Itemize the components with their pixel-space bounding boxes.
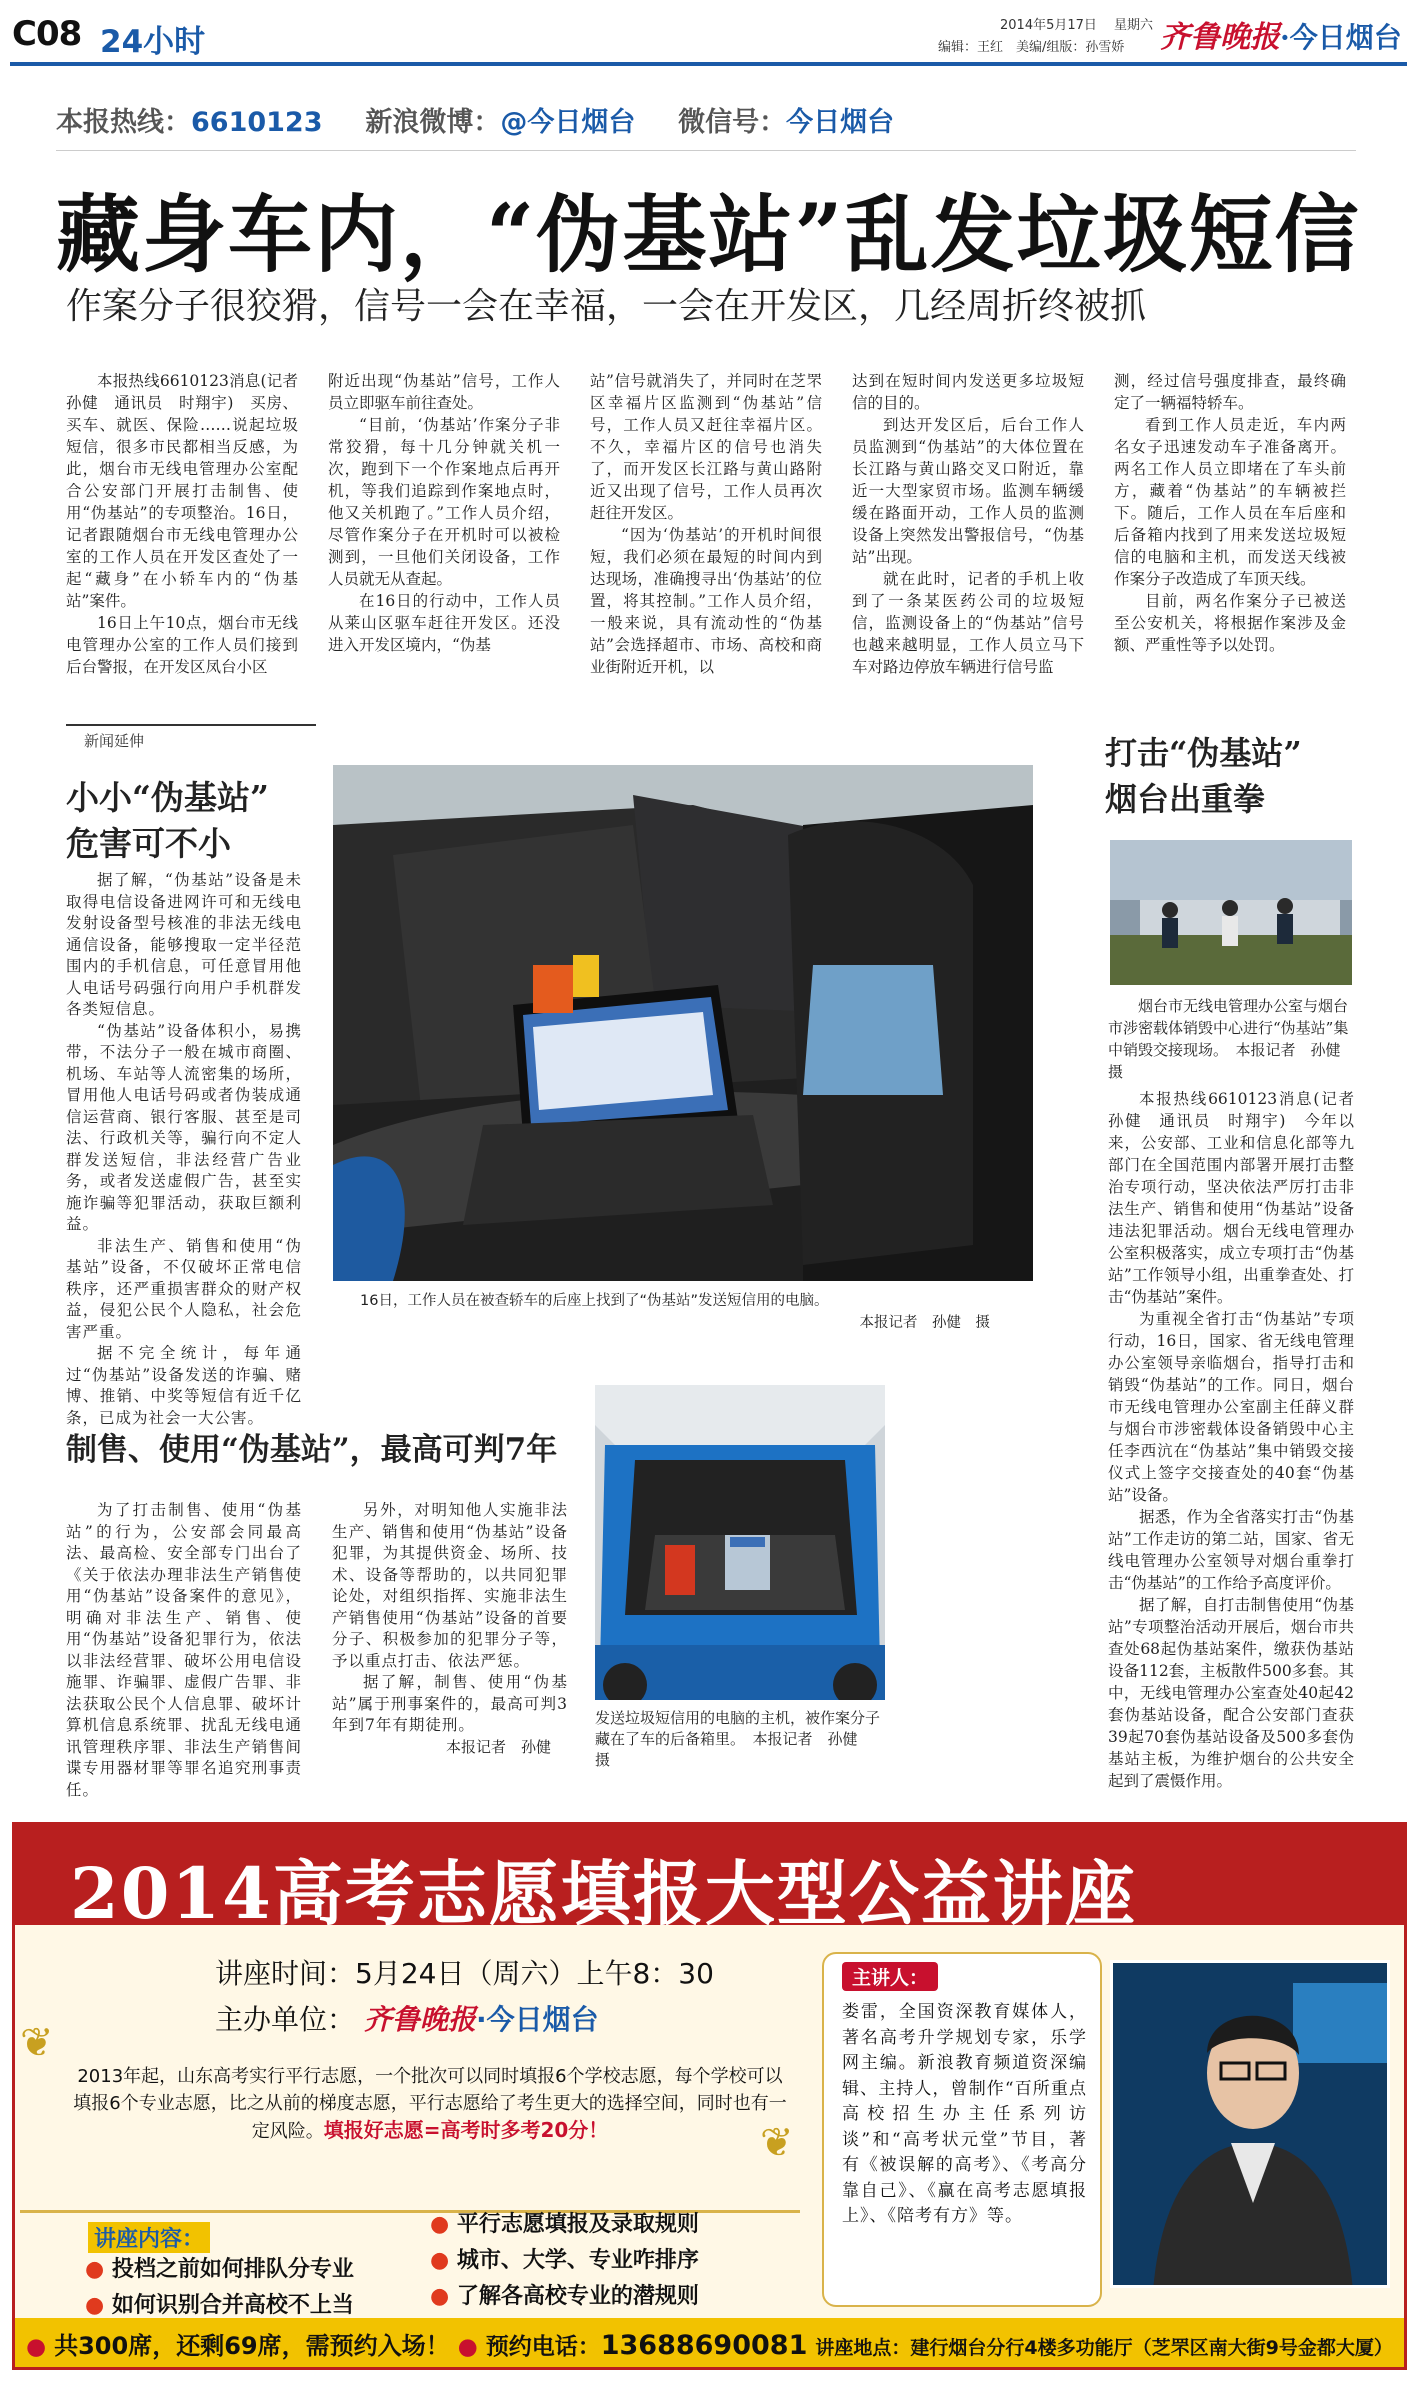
- trunk-photo-illustration: [595, 1385, 885, 1700]
- brand-name: 齐鲁晚报: [1160, 20, 1280, 55]
- masthead-brand: [1160, 12, 1402, 56]
- paragraph: 为了打击制售、使用“伪基站”的行为，公安部会同最高法、最高检、安全部专门出台了《关于依法办理非法生产销售使用“伪基站”设备案件的意见》，明确对非法生产、销售、使用“伪基站”设备犯罪行为，依法以非法经营罪、破坏公用电信设施罪、诈骗罪、虚假广告罪、非法获取公民个人信息罪、破坏计算机信息系统罪、扰乱无线电通讯管理秩序罪、非法生产销售间谍专用器材罪等罪名追究刑事责任。: [66, 1501, 302, 1799]
- paragraph: 据了解，自打击制售使用“伪基站”专项整治活动开展后，烟台市共查处68起伪基站案件，缴获伪基站设备112套，主板散件500多套。其中，无线电管理办公室查处40起42套伪基站设备，配合公安部门查获39起70套伪基站设备及500多套伪基站主板，为维护烟台的公共安全起到了震慑作用。: [1108, 1596, 1354, 1790]
- paragraph: 目前，两名作案分子已被送至公安机关，将根据作案涉及金额、严重性等予以处罚。: [1114, 592, 1346, 654]
- paragraph: 测，经过信号强度排查，最终确定了一辆福特轿车。: [1114, 372, 1346, 412]
- ad-topics-right: [430, 2207, 699, 2315]
- topic-item: ● 平行志愿填报及录取规则: [430, 2212, 699, 2237]
- photo2-caption: 发送垃圾短信用的电脑的主机，被作案分子藏在了车的后备箱里。 本报记者 孙健 摄: [595, 1709, 881, 1769]
- side2-credit: 本报记者 孙健: [446, 1738, 552, 1756]
- paragraph: 站”信号就消失了，并同时在芝罘区幸福片区监测到“伪基站”信号，工作人员又赶往幸福片区。不久，幸福片区的信号也消失了，而开发区长江路与黄山路附近又出现了信号，工作人员再次赶往开发区。: [590, 372, 822, 522]
- footer-phone-label: 预约电话：: [485, 2334, 601, 2360]
- ceremony-photo-illustration: [1110, 840, 1352, 985]
- paragraph: 16日上午10点，烟台市无线电管理办公室的工作人员们接到后台警报，在开发区凤台小区: [66, 614, 298, 676]
- ad-host-brand: 齐鲁晚报: [363, 2003, 476, 2036]
- editors: 编辑：王红 美编/组版：孙雪娇: [938, 40, 1125, 55]
- brand-sub: ·今日烟台: [1280, 21, 1402, 54]
- photo1-caption: [360, 1290, 1040, 1334]
- bulb-icon: ●: [430, 2248, 450, 2273]
- ad-title: 2014高考志愿填报大型公益讲座: [70, 1852, 1137, 1935]
- speaker-label: 主讲人：: [842, 1962, 938, 1991]
- section-name: 24小时: [100, 24, 206, 60]
- footer-phone[interactable]: 13688690081: [600, 2330, 808, 2361]
- topic-item: ● 了解各高校专业的潜规则: [430, 2284, 699, 2309]
- phone-icon: ●: [457, 2334, 478, 2360]
- weibo-label: 新浪微博：: [365, 107, 501, 138]
- header-rule: [10, 62, 1407, 66]
- paragraph: 据悉，作为全省落实打击“伪基站”工作走访的第二站，国家、省无线电管理办公室领导对烟台重拳打击“伪基站”的工作给予高度评价。: [1108, 1508, 1354, 1592]
- paragraph: 另外，对明知他人实施非法生产、销售和使用“伪基站”设备犯罪，为其提供资金、场所、技术、设备等帮助的，以共同犯罪论处，对组织指挥、实施非法生产销售使用“伪基站”设备的首要分子、积极参加的犯罪分子等，予以重点打击、依法严惩。: [332, 1501, 568, 1670]
- paragraph: 到达开发区后，后台工作人员监测到“伪基站”的大体位置在长江路与黄山路交叉口附近，靠近一大型家贸市场。监测车辆缓缓在路面开动，工作人员的监测设备上突然发出警报信号，“伪基站”出现。: [852, 416, 1084, 566]
- speaker-portrait-illustration: [1113, 1963, 1390, 2288]
- side1-title-line2: 危害可不小: [66, 824, 231, 863]
- topic-item: ● 投档之前如何排队分专业: [85, 2257, 354, 2282]
- side1-title: [66, 775, 269, 867]
- speaker-photo: [1110, 1960, 1390, 2288]
- photo-handover-ceremony: [1110, 840, 1352, 985]
- lead-column: [590, 370, 822, 678]
- paragraph: “目前，‘伪基站’作案分子非常狡猾，每十几分钟就关机一次，跑到下一个作案地点后再开机，等我们追踪到作案地点时，他又关机跑了。”工作人员介绍，尽管作案分子在开机时可以被检测到，一旦他们关闭设备，工作人员就无从查起。: [328, 416, 560, 588]
- bow-left-icon: ❦: [20, 2020, 54, 2066]
- lead-article: [66, 370, 1354, 676]
- footer-venue: 建行烟台分行4楼多功能厅（芝罘区南大街9号金都大厦）: [910, 2337, 1393, 2359]
- paragraph: 附近出现“伪基站”信号，工作人员立即驱车前往查处。: [328, 372, 560, 412]
- ad-intro-text: 2013年起，山东高考实行平行志愿，一个批次可以同时填报6个学校志愿，每个学校可以填报6个专业志愿，比之从前的梯度志愿，平行志愿给了考生更大的选择空间，同时也有一定风险。: [73, 2066, 787, 2142]
- ad-time-label: 讲座时间：: [215, 1957, 356, 1990]
- bow-right-icon: ❦: [760, 2120, 794, 2166]
- sidebar-title-line2: 烟台出重拳: [1105, 780, 1266, 818]
- photo-laptop-backseat: [333, 765, 1033, 1281]
- sidebar-title-line1: 打击“伪基站”: [1105, 734, 1302, 772]
- photo1-credit: 本报记者 孙健 摄: [859, 1315, 990, 1331]
- bulb-icon: ●: [85, 2293, 105, 2318]
- ad-host: [215, 1998, 599, 2038]
- lead-column: [66, 370, 314, 678]
- ad-time-value: 5月24日（周六）上午8：30: [355, 1957, 714, 1990]
- side2-col1: [66, 1500, 302, 1801]
- ad-intro: [70, 2063, 790, 2145]
- weekday: 星期六: [1114, 18, 1154, 33]
- headline: 藏身车内，“伪基站”乱发垃圾短信: [56, 185, 1361, 284]
- hotline-number: 6610123: [191, 107, 323, 138]
- paragraph: 本报热线6610123消息(记者 孙健 通讯员 时翔宇) 买房、买车、就医、保险……说起垃圾短信，很多市民都相当反感，为此，烟台市无线电管理办公室配合公安部门开展打击制售、使用“伪基站”的专项整治。16日，记者跟随烟台市无线电管理办公室的工作人员在开发区查处了一起“藏身”在小轿车内的“伪基站”案件。: [66, 372, 314, 610]
- hotline-label: 本报热线：: [56, 107, 191, 138]
- sidebar-photo-caption: 烟台市无线电管理办公室与烟台市涉密载体销毁中心进行“伪基站”集中销毁交接现场。 本报记者 孙健 摄: [1108, 997, 1356, 1081]
- paragraph: “伪基站”设备体积小，易携带，不法分子一般在城市商圈、机场、车站等人流密集的场所，冒用他人电话号码或者伪装成通信运营商、银行客服、甚至是司法、行政机关等，骗行向不定人群发送短信，非法经营广告业务，或者发送虚假广告，甚至实施诈骗等犯罪活动，获取巨额利益。: [66, 1021, 302, 1233]
- paragraph: 据了解，制售、使用“伪基站”属于刑事案件的，最高可判3年到7年有期徒刑。: [332, 1673, 568, 1734]
- paragraph: 就在此时，记者的手机上收到了一条某医药公司的垃圾短信，监测设备上的“伪基站”信号也越来越明显，工作人员立马下车对路边停放车辆进行信号监: [852, 570, 1084, 676]
- paragraph: 本报热线6610123消息(记者 孙健 通讯员 时翔宇) 今年以来，公安部、工业和信息化部等九部门在全国范围内部署开展打击整治专项行动，坚决依法严厉打击非法生产、销售和使用“伪基站”设备违法犯罪活动。烟台无线电管理办公室积极落实，成立专项打击“伪基站”工作领导小组，出重拳查处、打击“伪基站”案件。: [1108, 1090, 1370, 1306]
- paragraph: 非法生产、销售和使用“伪基站”设备，不仅破坏正常电信秩序，还严重损害群众的财产权益，侵犯公民个人隐私，社会危害严重。: [66, 1236, 302, 1341]
- bulb-icon: ●: [430, 2284, 450, 2309]
- ad-topics-left: [85, 2252, 354, 2324]
- footer-venue-label: 讲座地点：: [815, 2337, 911, 2359]
- seats-icon: ●: [26, 2334, 47, 2360]
- paragraph: 达到在短时间内发送更多垃圾短信的目的。: [852, 372, 1084, 412]
- side1-body: [66, 870, 302, 1429]
- topic-item: ● 城市、大学、专业咋排序: [430, 2248, 699, 2273]
- bulb-icon: ●: [430, 2212, 450, 2237]
- wechat-id[interactable]: 今日烟台: [786, 107, 895, 138]
- page-number: C08: [12, 14, 82, 54]
- footer-seats: 共300席，还剩69席，需预约入场！: [54, 2332, 450, 2360]
- ad-intro-highlight: 填报好志愿=高考时多考20分！: [323, 2118, 609, 2142]
- paragraph: 据不完全统计，每年通过“伪基站”设备发送的诈骗、赌博、推销、中奖等短信有近千亿条，已成为社会一大公害。: [66, 1344, 302, 1427]
- wechat-label: 微信号：: [678, 107, 787, 138]
- ad-content-label: 讲座内容：: [88, 2222, 210, 2253]
- tag-news-extension: [66, 724, 316, 751]
- issue-date: [1000, 14, 1153, 33]
- laptop-photo-illustration: [333, 765, 1033, 1281]
- side2-title: 制售、使用“伪基站”，最高可判7年: [66, 1432, 558, 1468]
- ad-host-sub: ·今日烟台: [475, 2003, 599, 2036]
- paragraph: 为重视全省打击“伪基站”专项行动，16日，国家、省无线电管理办公室领导亲临烟台，指导打击和销毁“伪基站”的工作。同日，烟台市无线电管理办公室副主任薛义群与烟台市涉密载体设备销毁中心主任李西沆在“伪基站”集中销毁交接仪式上签字交接查处的40套“伪基站”设备。: [1108, 1310, 1354, 1504]
- speaker-bio: 娄雷，全国资深教育媒体人，著名高考升学规划专家，乐学网主编。新浪教育频道资深编辑、主持人，曾制作“百所重点高校招生办主任系列访谈”和“高考状元堂”节目，著有《被误解的高考》、《考高分靠自己》、《赢在高考志愿填报上》、《陪考有方》等。: [842, 2002, 1087, 2226]
- divider: [56, 150, 1356, 151]
- subheadline: 作案分子很狡猾，信号一会在幸福，一会在开发区，几经周折终被抓: [66, 286, 1147, 327]
- lead-column: [852, 370, 1084, 678]
- side2-col2: [332, 1500, 568, 1737]
- paragraph: “因为‘伪基站’的开机时间很短，我们必须在最短的时间内到达现场，准确搜寻出‘伪基站’的位置，将其控制。”工作人员介绍，一般来说，具有流动性的“伪基站”会选择超市、市场、高校和商业街附近开机，以: [590, 526, 822, 676]
- side1-title-line1: 小小“伪基站”: [66, 778, 269, 817]
- weibo-handle[interactable]: @今日烟台: [500, 107, 636, 138]
- paragraph: 据了解，“伪基站”设备是未取得电信设备进网许可和无线电发射设备型号核准的非法无线电通信设备，能够搜取一定半径范围内的手机信息，可任意冒用他人电话号码强行向用户手机群发各类短信息。: [66, 871, 302, 1018]
- sidebar-title: [1105, 730, 1302, 822]
- paragraph: 在16日的行动中，工作人员从莱山区驱车赶往开发区。还没进入开发区境内，“伪基: [328, 592, 560, 654]
- ad-time: [215, 1952, 714, 1992]
- tag-label: 新闻延伸: [78, 732, 150, 750]
- sidebar-body: [1108, 1088, 1370, 1792]
- ad-footer: [26, 2326, 1393, 2361]
- paragraph: 看到工作人员走近，车内两名女子迅速发动车子准备离开。两名工作人员立即堵在了车头前方，藏着“伪基站”的车辆被拦下。随后，工作人员在车后座和后备箱内找到了用来发送垃圾短信的电脑和主机，而发送天线被作案分子改造成了车顶天线。: [1114, 416, 1346, 588]
- date: 2014年5月17日: [1000, 18, 1097, 33]
- topic-item: ● 如何识别合并高校不上当: [85, 2293, 354, 2318]
- lead-column: [328, 370, 560, 678]
- photo1-caption-text: 16日，工作人员在被查轿车的后座上找到了“伪基站”发送短信用的电脑。: [360, 1293, 829, 1309]
- contact-bar: [56, 100, 894, 139]
- bulb-icon: ●: [85, 2257, 105, 2282]
- ad-host-label: 主办单位：: [215, 2003, 356, 2036]
- photo-trunk-host: [595, 1385, 885, 1700]
- lead-column: [1114, 370, 1346, 678]
